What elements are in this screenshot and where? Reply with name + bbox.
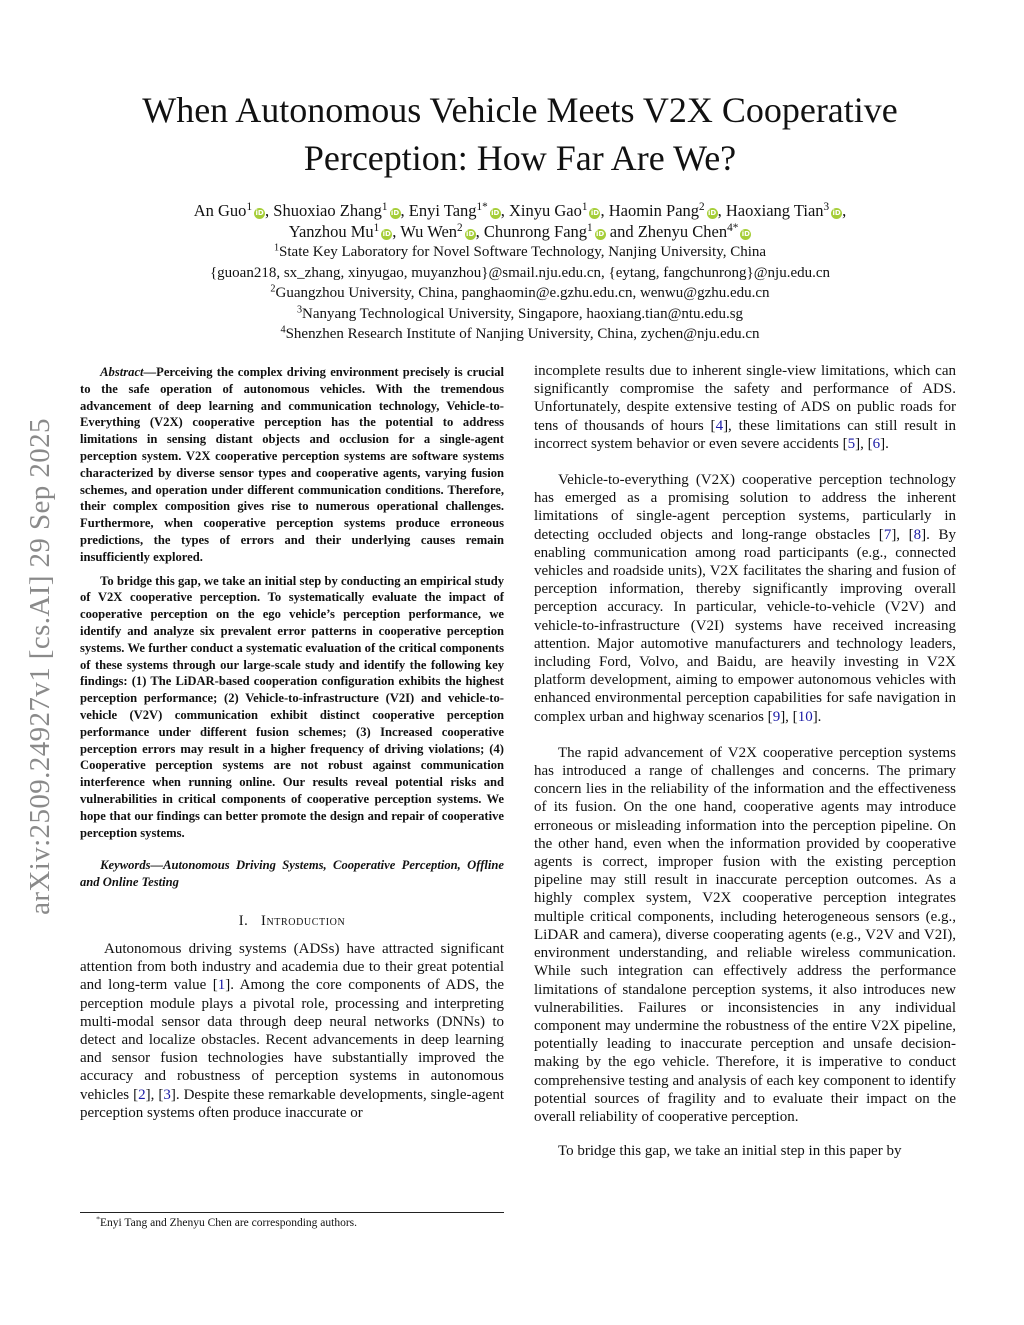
keywords-dash: — — [150, 858, 164, 873]
affiliation-emails: {guoan218, sx_zhang, xinyugao, muyanzhou}@smail.nju.edu.cn, {eytang, fangchunrong}@nju.edu.cn — [209, 264, 831, 281]
author-name: Chunrong Fang — [483, 222, 588, 241]
author-name: Zhenyu Chen — [637, 222, 728, 241]
affiliation-mark: 2 — [270, 283, 276, 295]
body-text: ]. — [812, 708, 822, 725]
author-affiliation-mark: 1 — [373, 221, 380, 234]
author — [400, 222, 475, 241]
orcid-icon[interactable]: iD — [466, 230, 475, 238]
keywords-text: Autonomous Driving Systems, Cooperative Perception, Offline and Online Testing — [80, 858, 504, 890]
author-name: Shuoxiao Zhang — [273, 201, 382, 220]
arxiv-stamp — [18, 376, 62, 956]
right-column — [534, 362, 956, 1160]
citation-link[interactable]: 7 — [883, 526, 892, 543]
affiliation-text: Shenzhen Research Institute of Nanjing University, China, zychen@nju.edu.cn — [285, 326, 760, 342]
author-separator: , — [400, 201, 409, 220]
author — [609, 201, 718, 220]
author — [509, 201, 600, 220]
orcid-icon[interactable]: iD — [832, 209, 841, 217]
body-text: ], [ — [145, 1086, 164, 1103]
author — [273, 201, 400, 220]
author-name: Enyi Tang — [408, 201, 477, 220]
author — [726, 201, 842, 220]
author-name: Yanzhou Mu — [288, 222, 374, 241]
affiliation-mark: 4 — [280, 324, 286, 336]
abstract-dash: — — [143, 365, 157, 379]
abstract-text-1: Perceiving the complex driving environment precisely is crucial to the safe operation of autonomous vehicles. With the tremendous advancement of deep learning and communication technology, Vehicle-to-Everything (V2X) cooperative perception has the potential to address limitations in sensing distant objects and occlusion for a single-agent perception system. V2X cooperative perception systems are software systems characterized by diverse sensor types and cooperative agents, varying fusion schemes, and operation under different communication conditions. Therefore, their complex composition gives rise to numerous operational challenges. Furthermore, when cooperative perception systems produce erroneous predictions, the types of errors and their underlying causes remain insufficiently explored. — [80, 365, 504, 564]
body-text: ], these limitations can still result in incorrect system behavior or even severe accidents [ — [534, 417, 956, 452]
orcid-icon[interactable]: iD — [390, 209, 400, 217]
author-affiliation-mark: 2 — [699, 200, 705, 213]
author-separator: , — [500, 201, 509, 220]
author-separator: , — [717, 201, 726, 220]
author-separator: , — [392, 222, 401, 241]
author-separator: , — [265, 201, 274, 220]
author-affiliation-mark: 1 — [581, 200, 588, 213]
body-paragraph-2 — [534, 471, 956, 726]
affiliation-3 — [80, 304, 960, 325]
paper-title — [60, 86, 980, 182]
author — [409, 201, 501, 220]
author-name: Xinyu Gao — [509, 201, 582, 220]
abstract-paragraph-2: To bridge this gap, we take an initial step by conducting an empirical study of V2X cooperative perception. To systematically evaluate the impact of cooperative perception on the ego vehicle’s perception performance, we identify and analyze six prevalent error patterns in cooperative perception systems. We further conduct a systematic evaluation of the critical components of these systems through our large-scale study and identify the following key findings: (1) The LiDAR-based cooperation configuration exhibits the highest perception performance; (2) Vehicle-to-infrastructure (V2I) and vehicle-to-vehicle (V2V) communication exhibit distinct cooperative perception performance under different fusion schemes; (3) Increased cooperative perception errors may result in a higher frequency of driving violations; (4) Cooperative perception systems are not robust against communication interference when running online. Our results reveal potential risks and vulnerabilities in critical components of cooperative perception systems. We hope that our findings can better promote the design and repair of cooperative perception systems. — [80, 573, 504, 840]
affiliation-1 — [80, 242, 960, 263]
abstract — [80, 364, 504, 841]
citation-link[interactable]: 1 — [217, 977, 226, 994]
author-name: Haomin Pang — [608, 201, 700, 220]
author — [194, 201, 265, 220]
body-text: incomplete results due to inherent single-view limitations, which can significantly compromise the safety and performance of ADS. Unfortunately, despite extensive testing of ADS on public roads for tens of thousands of hours [ — [534, 363, 956, 434]
author-separator: , — [475, 222, 484, 241]
intro-paragraph-1 — [80, 940, 504, 1122]
orcid-icon[interactable]: iD — [708, 209, 717, 217]
affiliation-4 — [80, 324, 960, 345]
orcid-icon[interactable]: iD — [596, 230, 605, 238]
body-text: ], [ — [855, 435, 873, 452]
affiliation-2 — [80, 283, 960, 304]
author-separator: , — [842, 201, 847, 220]
author-affiliation-mark: 1 — [381, 200, 388, 213]
author — [289, 222, 393, 241]
author-block — [80, 200, 960, 345]
author-affiliation-mark: 2 — [457, 221, 463, 234]
body-text: ]. Despite these remarkable developments, single-agent perception systems often produce inaccurate or — [80, 1086, 504, 1121]
citation-link[interactable]: 6 — [872, 435, 881, 452]
body-text: ]. Among the core components of ADS, the perception module plays a pivotal role, processing and interpreting multi-modal sensor data through deep neural networks (DNNs) to detect and localize obstacles. Recent advancements in deep learning and sensor fusion technologies have substantially improved the accuracy and robustness of perception systems in autonomous vehicles [ — [80, 977, 504, 1103]
orcid-icon[interactable]: iD — [741, 230, 750, 238]
citation-link[interactable]: 2 — [138, 1086, 146, 1103]
citation-link[interactable]: 5 — [847, 435, 856, 452]
author-name: Haoxiang Tian — [725, 201, 824, 220]
abstract-paragraph-1 — [80, 364, 504, 566]
body-paragraph-1 — [534, 362, 956, 453]
author — [484, 222, 606, 241]
author-affiliation-mark: 3 — [823, 200, 830, 213]
keywords-label: Keywords — [100, 858, 151, 873]
affiliation-text: Nanyang Technological University, Singapore, haoxiang.tian@ntu.edu.sg — [302, 305, 744, 322]
affiliation-text: State Key Laboratory for Novel Software Technology, Nanjing University, China — [279, 244, 767, 260]
affiliation-mark: 1 — [273, 242, 280, 254]
section-title: Introduction — [261, 912, 346, 929]
affiliation-text: Guangzhou University, China, panghaomin@e.gzhu.edu.cn, wenwu@gzhu.edu.cn — [275, 285, 770, 301]
author-affiliation-mark: 1* — [476, 200, 488, 213]
author — [638, 222, 752, 241]
body-text: ]. By enabling communication among road participants (e.g., connected vehicles and roadside units), V2X facilitates the sharing and fusion of perception information, thereby significantly improving overall perception accuracy. In particular, vehicle-to-vehicle (V2V) and vehicle-to-infrastructure (V2I) systems have received increasing attention. Major automotive manufacturers and technology leaders, including Ford, Volvo, and Baidu, are heavily investing in V2X platform development, aiming to empower autonomous vehicles with enhanced environmental perception capabilities for safe navigation in complex urban and highway scenarios [ — [534, 526, 957, 725]
citation-link[interactable]: 8 — [913, 526, 922, 543]
body-paragraph-3: The rapid advancement of V2X cooperative perception systems has introduced a range of challenges and concerns. The primary concern lies in the reliability of the information and the effectiveness of its fusion. On the one hand, cooperative agents may introduce erroneous or misleading information into the perception pipeline. On the other hand, even when the information provided by cooperative agents is correct, improper fusion with the existing perception pipeline may still result in inaccurate perception outcomes. As a highly complex system, V2X cooperative perception integrates multiple critical components, including heterogeneous sensors (e.g., LiDAR and camera), diverse cooperating agents (e.g., V2V and V2I), environment understanding, and reliable wireless communication. While such integration can effectively address the performance limitations of standalone perception systems, it also introduces new vulnerabilities. Failures or inconsistencies in any individual component may undermine the robustness of the entire V2X pipeline, potentially leading to inaccurate perception and unsafe decision-making by the ego vehicle. Therefore, it is imperative to conduct comprehensive testing and analysis of each key component to identify potential sources of fragility and to evaluate their impact on the overall reliability of cooperative perception. — [534, 744, 956, 1125]
footnote-mark: * — [96, 1214, 100, 1224]
author-affiliation-mark: 1 — [246, 200, 253, 213]
abstract-label: Abstract — [100, 365, 144, 379]
author-name: An Guo — [193, 201, 247, 220]
body-text: Autonomous driving systems (ADSs) have attracted significant attention from both industry and academia due to their great potential and long-term value [ — [80, 940, 504, 994]
author-name: Wu Wen — [400, 222, 458, 241]
affiliation-mark: 3 — [296, 303, 303, 315]
body-text: ], [ — [891, 526, 914, 543]
footnote-divider — [80, 1212, 504, 1213]
author-affiliation-mark: 4* — [727, 221, 739, 234]
citation-link[interactable]: 10 — [797, 708, 813, 725]
orcid-icon[interactable]: iD — [590, 209, 600, 217]
citation-link[interactable]: 9 — [772, 708, 781, 725]
title-line-2: Perception: How Far Are We? — [303, 138, 737, 178]
keywords — [80, 857, 504, 891]
body-text: ], [ — [780, 708, 798, 725]
footnote-text: Enyi Tang and Zhenyu Chen are corresponding authors. — [100, 1217, 358, 1229]
body-text: ]. — [880, 435, 889, 452]
author-line-1 — [80, 200, 960, 221]
left-column — [80, 364, 504, 1122]
author-separator: , — [600, 201, 609, 220]
orcid-icon[interactable]: iD — [491, 209, 500, 217]
section-heading-introduction — [80, 913, 504, 930]
body-paragraph-4: To bridge this gap, we take an initial step in this paper by — [558, 1143, 902, 1160]
orcid-icon[interactable]: iD — [255, 209, 264, 217]
author-affiliation-mark: 1 — [587, 221, 593, 234]
body-text: Vehicle-to-everything (V2X) cooperative perception technology has emerged as a promising solution to address the inherent limitations of single-agent perception systems, particularly in detecting occluded objects and long-range obstacles [ — [534, 472, 956, 543]
title-line-1: When Autonomous Vehicle Meets V2X Cooperative — [142, 90, 898, 130]
author-line-2 — [80, 221, 960, 242]
section-numeral: I. — [238, 912, 249, 929]
citation-link[interactable]: 3 — [163, 1086, 171, 1103]
orcid-icon[interactable]: iD — [382, 230, 391, 238]
arxiv-stamp-text: arXiv:2509.24927v1 [cs.AI] 29 Sep 2025 — [23, 417, 56, 915]
author-separator: and — [605, 222, 638, 241]
citation-link[interactable]: 4 — [715, 417, 724, 434]
footnote — [80, 1216, 504, 1230]
